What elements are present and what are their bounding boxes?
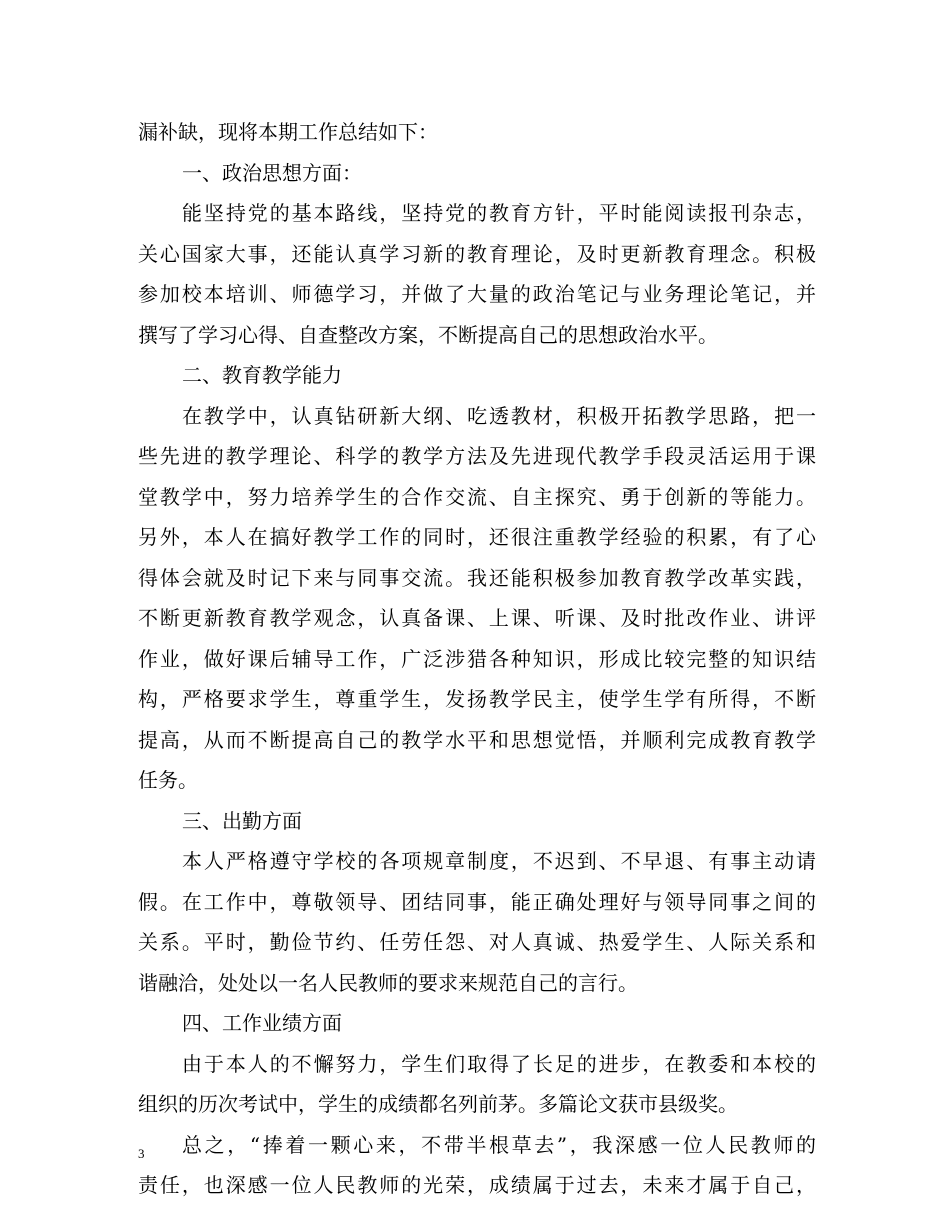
text-line: 得体会就及时记下来与同事交流。我还能积极参加教育教学改革实践， (138, 565, 816, 590)
text-line: 参加校本培训、师德学习，并做了大量的政治笔记与业务理论笔记，并 (138, 282, 816, 306)
text-line: 关心国家大事，还能认真学习新的教育理论，及时更新教育理念。积极 (138, 241, 816, 266)
text-line: 假。在工作中，尊敬领导、团结同事，能正确处理好与领导同事之间的 (138, 889, 816, 914)
text-line: 不断更新教育教学观念，认真备课、上课、听课、及时批改作业、讲评 (138, 606, 816, 630)
text-line: 三、出勤方面 (182, 808, 302, 833)
text-line: 一、政治思想方面： (182, 160, 362, 185)
text-line: 在教学中，认真钻研新大纲、吃透教材，积极开拓教学思路，把一 (182, 403, 816, 428)
text-line: 二、教育教学能力 (182, 363, 342, 387)
text-line: 谐融洽，处处以一名人民教师的要求来规范自己的言行。 (138, 970, 638, 995)
text-line: 漏补缺，现将本期工作总结如下： (138, 120, 438, 144)
text-line: 些先进的教学理论、科学的教学方法及先进现代教学手段灵活运用于课 (138, 444, 816, 468)
text-line: 由于本人的不懈努力，学生们取得了长足的进步，在教委和本校的 (182, 1051, 816, 1076)
text-line: 任务。 (138, 768, 198, 792)
text-line: 作业，做好课后辅导工作，广泛涉猎各种知识，形成比较完整的知识结 (138, 646, 816, 671)
text-line: 堂教学中，努力培养学生的合作交流、自主探究、勇于创新的等能力。 (138, 484, 816, 509)
text-line: 能坚持党的基本路线，坚持党的教育方针，平时能阅读报刊杂志， (182, 201, 816, 225)
text-line: 关系。平时，勤俭节约、任劳任怨、对人真诚、热爱学生、人际关系和 (138, 930, 816, 954)
document-body (138, 112, 816, 1206)
text-line: 撰写了学习心得、自查整改方案，不断提高自己的思想政治水平。 (138, 322, 718, 347)
text-line: 提高，从而不断提高自己的教学水平和思想觉悟，并顺利完成教育教学 (138, 727, 816, 752)
text-line: 责任，也深感一位人民教师的光荣，成绩属于过去，未来才属于自己， (138, 1173, 816, 1197)
text-line: 另外，本人在搞好教学工作的同时，还很注重教学经验的积累，有了心 (138, 525, 816, 549)
text-line: 组织的历次考试中，学生的成绩都名列前茅。多篇论文获市县级奖。 (138, 1092, 738, 1116)
text-line: 四、工作业绩方面 (182, 1011, 342, 1035)
text-line: 构，严格要求学生，尊重学生，发扬教学民主，使学生学有所得，不断 (138, 687, 816, 711)
page-number: 3 (138, 1146, 145, 1161)
text-line: 总之，“捧着一颗心来，不带半根草去”，我深感一位人民教师的 (182, 1132, 816, 1157)
text-line: 本人严格遵守学校的各项规章制度，不迟到、不早退、有事主动请 (182, 849, 816, 873)
